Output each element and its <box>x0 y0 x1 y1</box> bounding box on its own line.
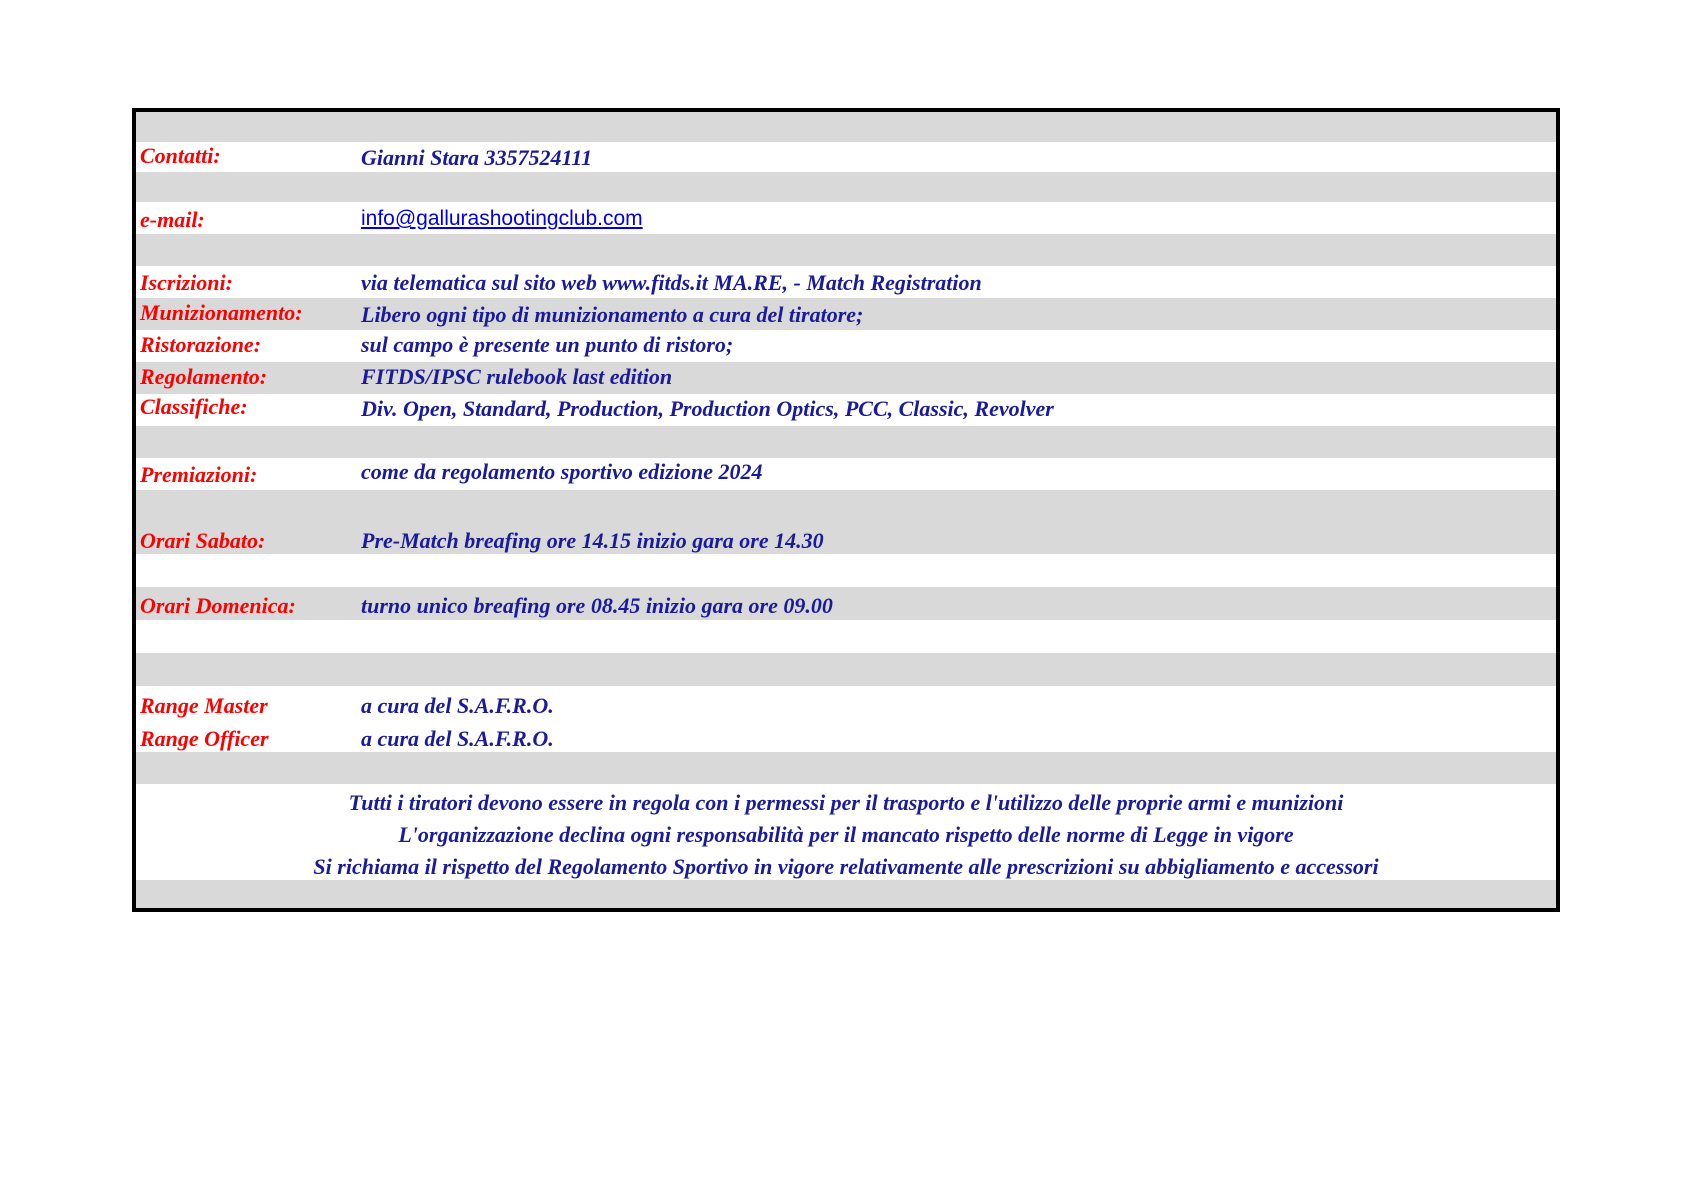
orari-domenica-label: Orari Domenica: <box>140 593 296 618</box>
stripe <box>136 330 1556 362</box>
classifiche-label: Classifiche: <box>140 394 248 419</box>
orari-domenica-value: turno unico breafing ore 08.45 inizio gara ore 09.00 <box>361 593 833 618</box>
regolamento-value: FITDS/IPSC rulebook last edition <box>361 364 673 389</box>
stripe <box>136 362 1556 394</box>
premiazioni-value: come da regolamento sportivo edizione 2024 <box>361 459 763 484</box>
munizionamento-label: Munizionamento: <box>140 300 303 325</box>
stripe <box>136 172 1556 202</box>
ristorazione-label: Ristorazione: <box>140 332 262 357</box>
iscrizioni-value: via telematica sul sito web www.fitds.it MA.RE, - Match Registration <box>361 270 982 295</box>
note-liability: L'organizzazione declina ogni responsabilità per il mancato rispetto delle norme di Legge in vigore <box>398 822 1294 847</box>
orari-sabato-value: Pre-Match breafing ore 14.15 inizio gara ore 14.30 <box>361 528 824 553</box>
stripe <box>136 202 1556 234</box>
contatti-value: Gianni Stara 3357524111 <box>361 145 593 170</box>
email-label: e-mail: <box>140 207 205 232</box>
stripe <box>136 653 1556 686</box>
ristorazione-value: sul campo è presente un punto di ristoro; <box>361 332 734 357</box>
stripe <box>136 458 1556 490</box>
stripe <box>136 426 1556 458</box>
regolamento-label: Regolamento: <box>140 364 268 389</box>
munizionamento-value: Libero ogni tipo di munizionamento a cura del tiratore; <box>361 302 864 327</box>
stripe <box>136 112 1556 142</box>
email-value <box>361 207 643 230</box>
range-officer-label: Range Officer <box>140 726 269 751</box>
stripe <box>136 554 1556 587</box>
email-link[interactable]: info@gallurashootingclub.com <box>361 207 643 230</box>
stripe <box>136 142 1556 172</box>
stripe <box>136 752 1556 784</box>
iscrizioni-label: Iscrizioni: <box>140 270 233 295</box>
stripe <box>136 880 1556 912</box>
premiazioni-label: Premiazioni: <box>140 462 258 487</box>
stripe <box>136 686 1556 752</box>
range-master-value: a cura del S.A.F.R.O. <box>361 693 554 718</box>
stripe <box>136 587 1556 620</box>
info-table <box>132 108 1560 912</box>
stripe <box>136 490 1556 554</box>
range-officer-value: a cura del S.A.F.R.O. <box>361 726 554 751</box>
range-master-label: Range Master <box>140 693 268 718</box>
contatti-label: Contatti: <box>140 143 221 168</box>
stripe <box>136 620 1556 653</box>
orari-sabato-label: Orari Sabato: <box>140 528 266 553</box>
note-permits: Tutti i tiratori devono essere in regola con i permessi per il trasporto e l'utilizzo delle proprie armi e munizioni <box>348 790 1344 815</box>
note-regulations: Si richiama il rispetto del Regolamento Sportivo in vigore relativamente alle prescrizioni su abbigliamento e accessori <box>313 854 1379 879</box>
classifiche-value: Div. Open, Standard, Production, Production Optics, PCC, Classic, Revolver <box>361 396 1054 421</box>
stripe <box>136 234 1556 266</box>
